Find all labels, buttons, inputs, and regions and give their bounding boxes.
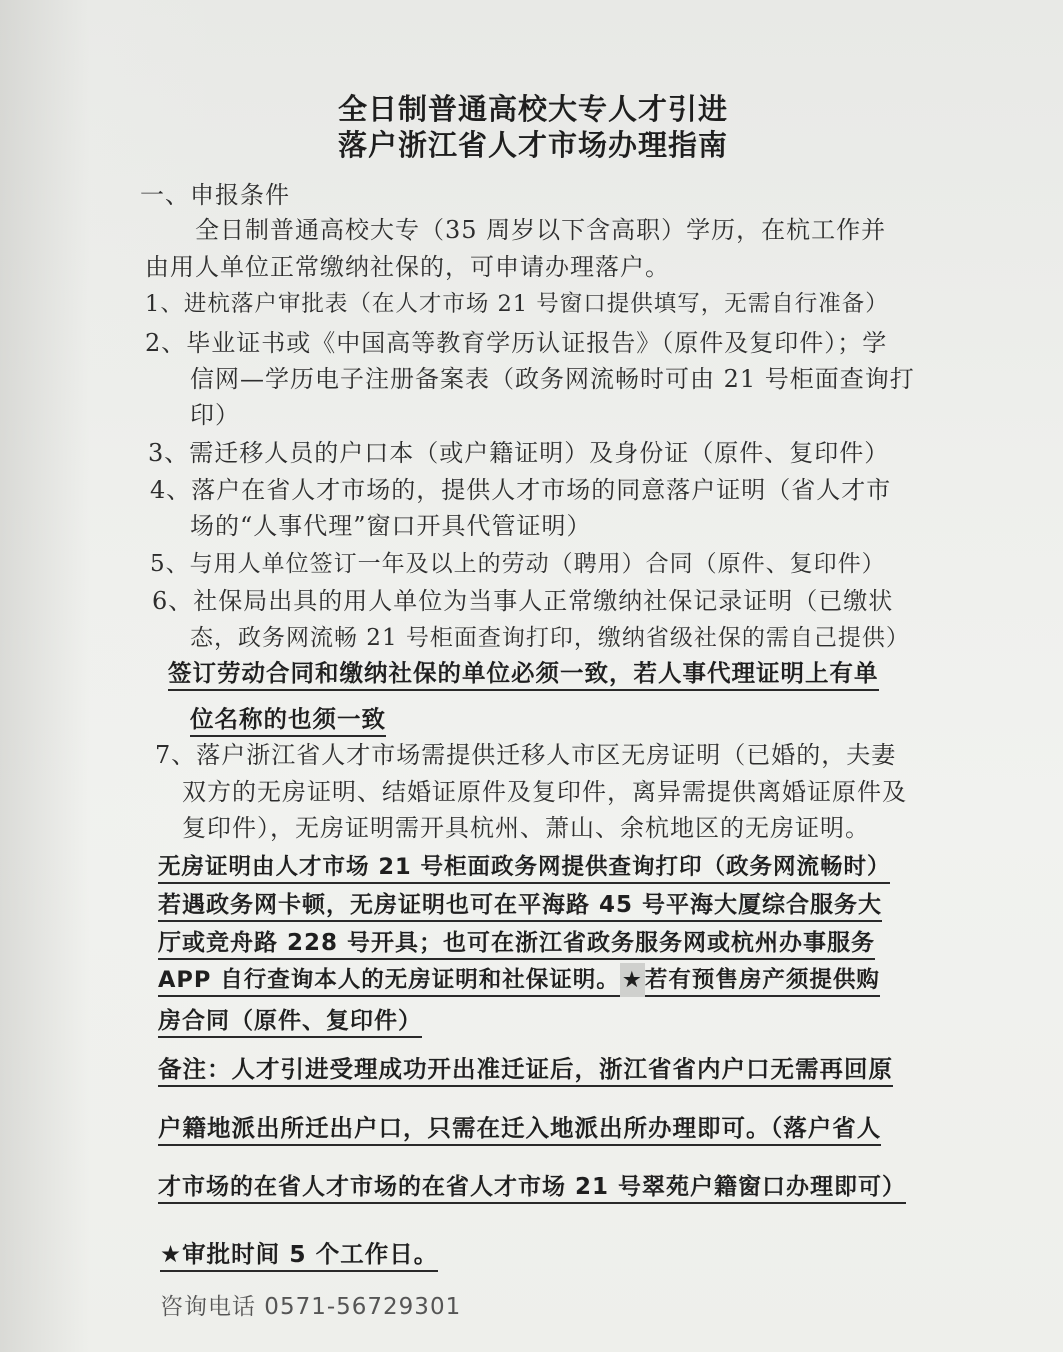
note-6-line-2 — [190, 702, 386, 736]
remark-line-3 — [158, 1170, 906, 1204]
note-7-line-4-part-1: APP 自行查询本人的无房证明和社保证明。 — [158, 967, 620, 993]
item-2-line-2: 信网—学历电子注册备案表（政务网流畅时可由 21 号柜面查询打 — [190, 365, 915, 393]
remark-line-2-text: 户籍地派出所迁出户口，只需在迁入地派出所办理即可。（落户省人 — [158, 1114, 881, 1146]
approval-time — [160, 1237, 438, 1271]
item-7-line-1: 7、落户浙江省人才市场需提供迁移人市区无房证明（已婚的，夫妻 — [155, 741, 897, 769]
item-2-line-1: 2、毕业证书或《中国高等教育学历认证报告》（原件及复印件）；学 — [145, 329, 888, 357]
note-7-line-4 — [158, 963, 880, 997]
intro-line-1: 全日制普通高校大专（35 周岁以下含高职）学历，在杭工作并 — [195, 216, 887, 244]
note-6-line-2-text: 位名称的也须一致 — [190, 705, 386, 737]
title-line-1: 全日制普通高校大专人才引进 — [338, 92, 729, 126]
item-1: 1、进杭落户审批表（在人才市场 21 号窗口提供填写，无需自行准备） — [145, 291, 889, 317]
item-6-line-1: 6、社保局出具的用人单位为当事人正常缴纳社保记录证明（已缴状 — [152, 587, 894, 615]
item-4-line-1: 4、落户在省人才市场的，提供人才市场的同意落户证明（省人才市 — [150, 476, 892, 504]
intro-line-2: 由用人单位正常缴纳社保的，可申请办理落户。 — [145, 253, 670, 281]
remark-line-1-text: 备注：人才引进受理成功开出准迁证后，浙江省省内户口无需再回原 — [158, 1055, 893, 1087]
item-3: 3、需迁移人员的户口本（或户籍证明）及身份证（原件、复印件） — [148, 439, 890, 467]
note-7-line-3 — [158, 926, 875, 960]
item-7-line-2: 双方的无房证明、结婚证原件及复印件，离异需提供离婚证原件及 — [182, 778, 907, 806]
title-line-2: 落户浙江省人才市场办理指南 — [338, 128, 729, 162]
item-5: 5、与用人单位签订一年及以上的劳动（聘用）合同（原件、复印件） — [150, 551, 886, 577]
note-7-line-1-text: 无房证明由人才市场 21 号柜面政务网提供查询打印（政务网流畅时） — [158, 854, 890, 884]
item-4-line-2: 场的“人事代理”窗口开具代管证明） — [190, 512, 592, 540]
note-7-line-3-text: 厅或竞舟路 228 号开具；也可在浙江省政务服务网或杭州办事服务 — [158, 930, 875, 960]
section-heading: 一、申报条件 — [140, 181, 290, 209]
approval-time-text: ★审批时间 5 个工作日。 — [160, 1240, 438, 1272]
note-7-line-1 — [158, 850, 890, 884]
note-7-line-5 — [158, 1004, 422, 1038]
item-2-line-3: 印） — [190, 401, 240, 429]
note-6-line-1 — [168, 656, 879, 690]
note-7-line-2-text: 若遇政务网卡顿，无房证明也可在平海路 45 号平海大厦综合服务大 — [158, 892, 882, 922]
consult-phone: 咨询电话 0571-56729301 — [160, 1294, 462, 1320]
item-7-line-3: 复印件），无房证明需开具杭州、萧山、余杭地区的无房证明。 — [182, 814, 870, 842]
note-7-line-2 — [158, 888, 882, 922]
note-7-line-4-wrap — [158, 967, 880, 997]
remark-line-3-text: 才市场的在省人才市场的在省人才市场 21 号翠苑户籍窗口办理即可） — [158, 1174, 906, 1204]
star-icon: ★ — [620, 963, 645, 997]
note-7-line-5-text: 房合同（原件、复印件） — [158, 1008, 422, 1038]
item-6-line-2: 态，政务网流畅 21 号柜面查询打印，缴纳省级社保的需自己提供） — [190, 625, 910, 651]
note-6-line-1-text: 签订劳动合同和缴纳社保的单位必须一致，若人事代理证明上有单 — [168, 659, 879, 691]
remark-line-1 — [158, 1052, 893, 1086]
remark-line-2 — [158, 1111, 881, 1145]
note-7-line-4-part-2: 若有预售房产须提供购 — [644, 967, 880, 993]
